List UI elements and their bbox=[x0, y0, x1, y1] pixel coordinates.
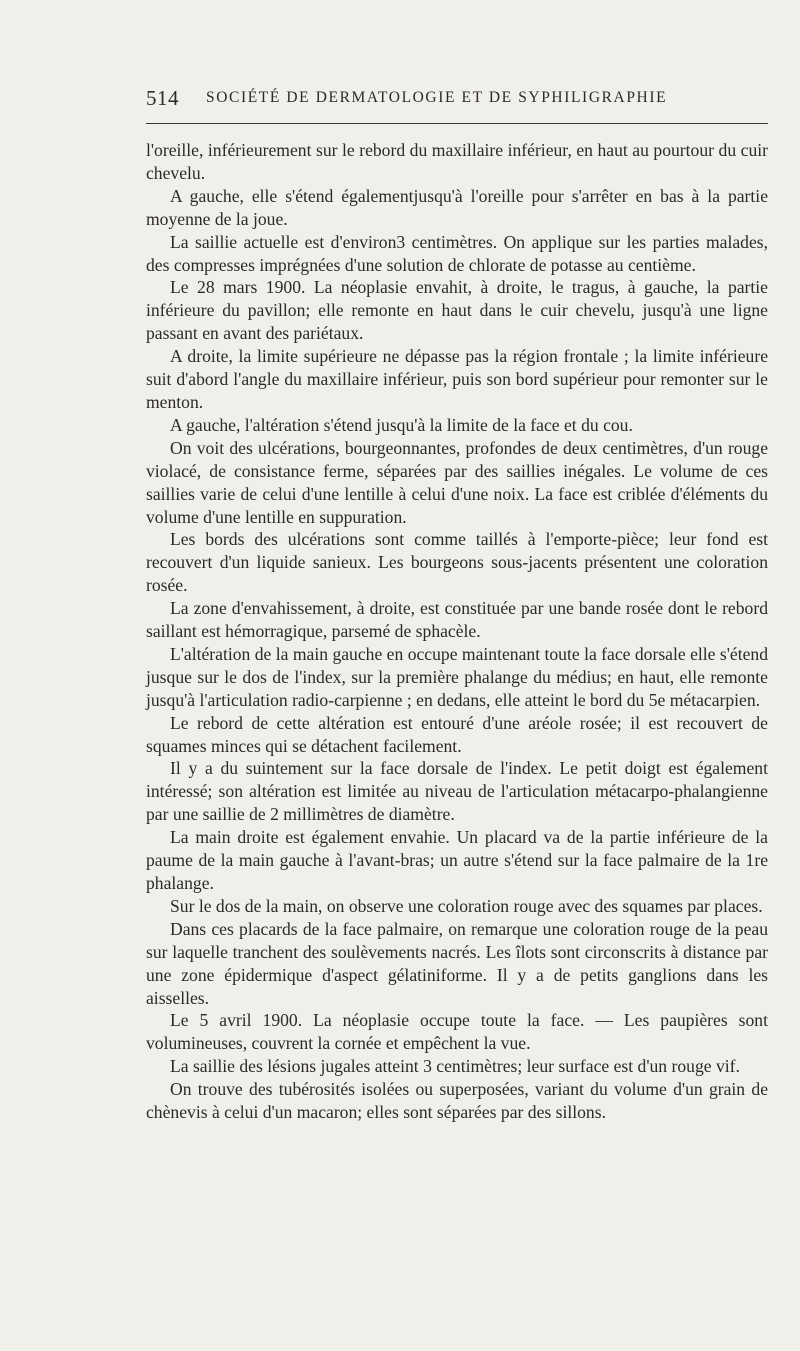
paragraph: La saillie des lésions jugales atteint 3 centimètres; leur surface est d'un rouge vif. bbox=[170, 1056, 740, 1077]
body-text bbox=[146, 139, 768, 1124]
paragraph: l'oreille, inférieurement sur le rebord du maxillaire inférieur, en haut au pourtour du cuir chevelu. bbox=[146, 140, 768, 183]
paragraph: Le rebord de cette altération est entouré d'une aréole rosée; il est recouvert de squames minces qui se détachent facilement. bbox=[146, 712, 768, 756]
paragraph: A gauche, elle s'étend égalementjusqu'à l'oreille pour s'arrêter en bas à la partie moyenne de la joue. bbox=[146, 185, 768, 229]
paragraph: A droite, la limite supérieure ne dépasse pas la région frontale ; la limite inférieure suit d'abord l'angle du maxillaire inférieur, puis son bord supérieur pour remonter sur le menton. bbox=[146, 346, 768, 412]
paragraph: L'altération de la main gauche en occupe maintenant toute la face dorsale elle s'étend jusque sur le dos de l'index, sur la première phalange du médius; en haut, elle remonte jusqu'à l'articulation radio-carpienne ; en dedans, elle atteint le bord du 5e métacarpien. bbox=[146, 643, 768, 710]
paragraph: Le 5 avril 1900. La néoplasie occupe toute la face. — Les paupières sont volumineuses, couvrent la cornée et empêchent la vue. bbox=[146, 1010, 768, 1054]
paragraph: La main droite est également envahie. Un placard va de la partie inférieure de la paume de la main gauche à l'avant-bras; un autre s'étend sur la face palmaire de la 1re phalange. bbox=[146, 827, 768, 893]
paragraph: On voit des ulcérations, bourgeonnantes, profondes de deux centimètres, d'un rouge violacé, de consistance ferme, séparées par des saillies inégales. Le volume de ces saillies varie de celui d'une lentille à celui d'une noix. La face est criblée d'éléments du volume d'une lentille en suppuration. bbox=[146, 437, 768, 527]
paragraph: On trouve des tubérosités isolées ou superposées, variant du volume d'un grain de chènevis à celui d'un macaron; elles sont séparées par des sillons. bbox=[146, 1079, 768, 1123]
running-title: SOCIÉTÉ DE DERMATOLOGIE ET DE SYPHILIGRAPHIE bbox=[206, 89, 668, 106]
paragraph: Sur le dos de la main, on observe une coloration rouge avec des squames par places. bbox=[170, 895, 763, 916]
paragraph: A gauche, l'altération s'étend jusqu'à la limite de la face et du cou. bbox=[170, 414, 633, 435]
paragraph: La saillie actuelle est d'environ3 centimètres. On applique sur les parties malades, des compresses imprégnées d'une solution de chlorate de potasse au centième. bbox=[146, 231, 768, 275]
page-number: 514 bbox=[146, 86, 179, 110]
paragraph: Les bords des ulcérations sont comme taillés à l'emporte-pièce; leur fond est recouvert d'un liquide sanieux. Les bourgeons sous-jacents présentent une coloration rosée. bbox=[146, 529, 768, 596]
paragraph: Il y a du suintement sur la face dorsale de l'index. Le petit doigt est également intéressé; son altération est limitée au niveau de l'articulation métacarpo-phalangienne par une saillie de 2 millimètres de diamètre. bbox=[146, 758, 768, 825]
paragraph: Dans ces placards de la face palmaire, on remarque une coloration rouge de la peau sur laquelle tranchent des soulèvements nacrés. Les îlots sont circonscrits à distance par une zone épidermique d'aspect gélatiniforme. Il y a de petits ganglions dans les aisselles. bbox=[146, 918, 768, 1008]
page-header bbox=[146, 86, 768, 116]
paragraph: La zone d'envahissement, à droite, est constituée par une bande rosée dont le rebord saillant est hémorragique, parsemé de sphacèle. bbox=[146, 598, 768, 642]
paragraph: Le 28 mars 1900. La néoplasie envahit, à droite, le tragus, à gauche, la partie inférieure du pavillon; elle remonte en haut dans le cuir chevelu, jusqu'à une ligne passant en avant des pariétaux. bbox=[146, 277, 768, 344]
header-rule bbox=[146, 123, 768, 124]
